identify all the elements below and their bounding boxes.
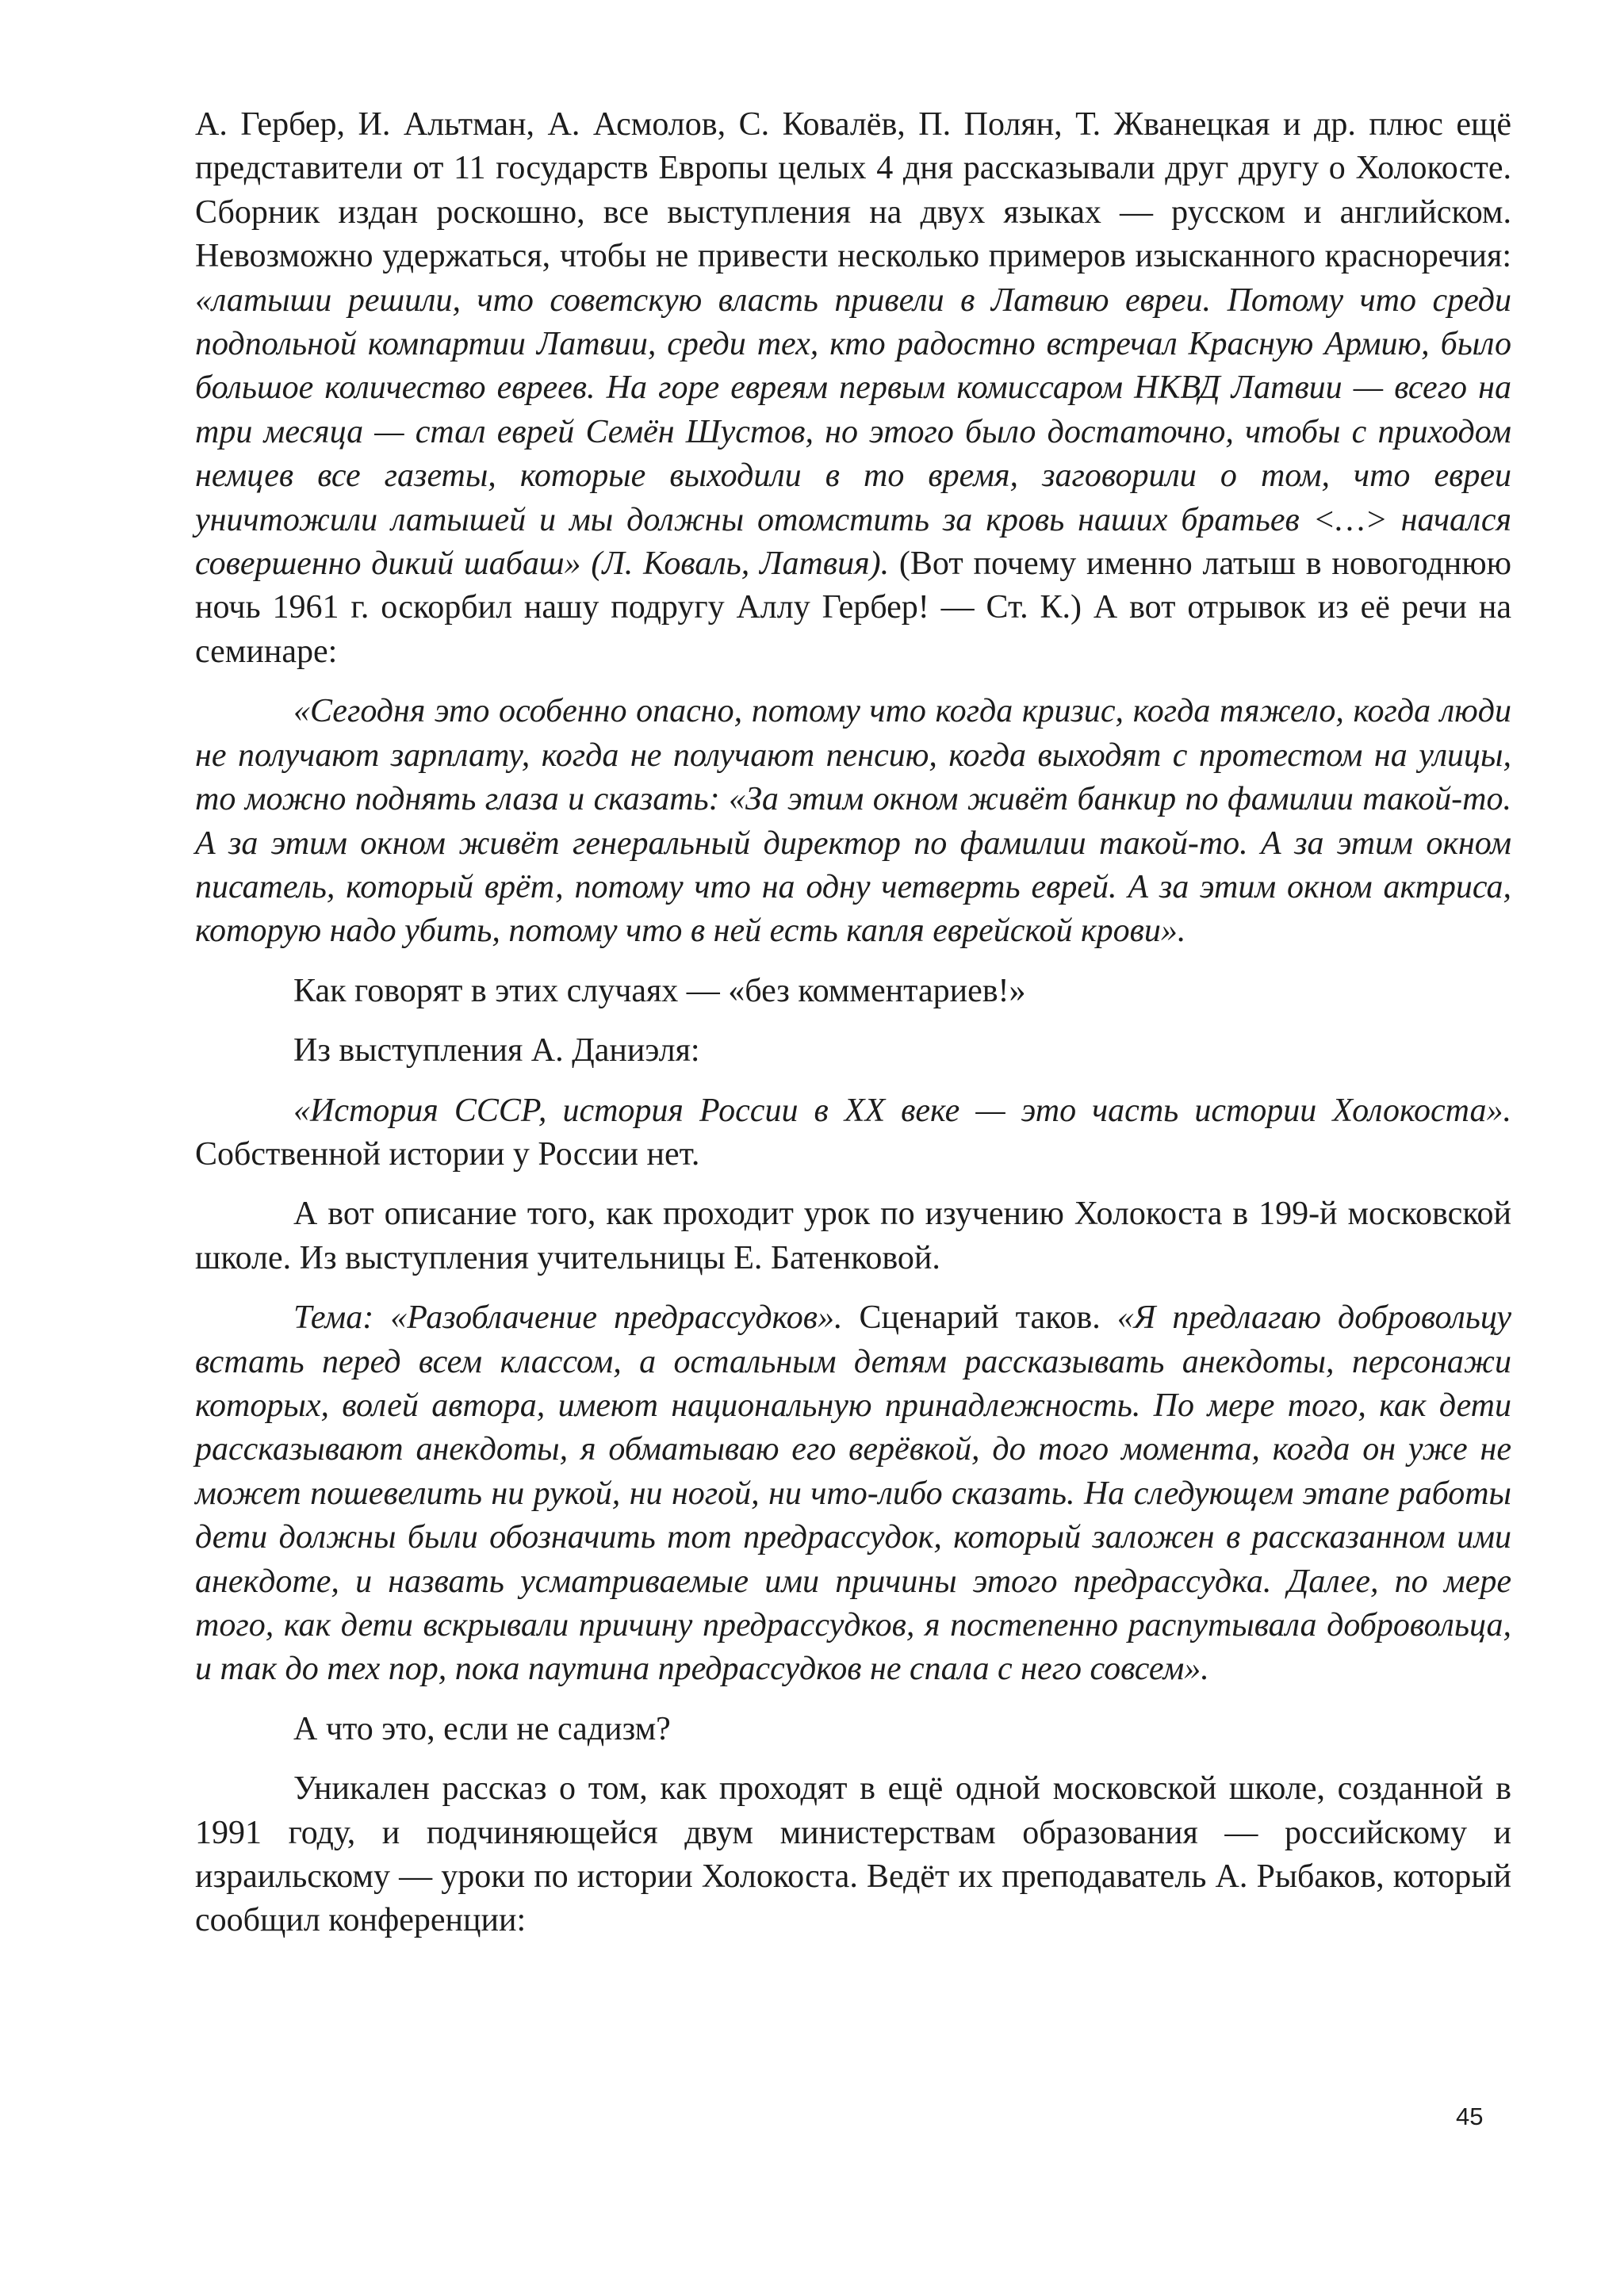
paragraph-2-quote: «Сегодня это особенно опасно, потому что когда кризис, когда тяжело, когда люди не получают зарплату, когда не получают пенсию, когда выходят с протестом на улицы, то можно поднять глаза и сказать: «За этим окном живёт банкир по фамилии такой-то. А за этим окном живёт генеральный директор по фамилии такой-то. А за этим окном писатель, который врёт, потому что на одну четверть еврей. А за этим окном актриса, которую надо убить, потому что в ней есть капля еврейской крови». — [195, 693, 1511, 950]
paragraph-5 — [195, 1089, 1511, 1177]
page-body — [195, 103, 1511, 1943]
paragraph-5-text: Собственной истории у России нет. — [195, 1135, 700, 1173]
paragraph-9: Уникален рассказ о том, как проходят в ещё одной московской школе, созданной в 1991 году, и подчиняющейся двум министерствам образования — российскому и израильскому — уроки по истории Холокоста. Ведёт их преподаватель А. Рыбаков, который сообщил конференции: — [195, 1770, 1511, 1939]
paragraph-7-text: Сценарий таков. — [842, 1299, 1117, 1337]
paragraph-7-theme: Тема: «Разоблачение предрассудков». — [293, 1299, 843, 1337]
paragraph-8: А что это, если не садизм? — [293, 1710, 671, 1747]
paragraph-6: А вот описание того, как проходит урок по изучению Холокоста в 199-й московской школе. Из выступления учительницы Е. Батенковой. — [195, 1196, 1511, 1276]
paragraph-1 — [195, 103, 1511, 674]
paragraph-5-quote: «История СССР, история России в XX веке — это часть истории Холокоста». — [293, 1092, 1511, 1129]
paragraph-1-text-a: А. Гербер, И. Альтман, А. Асмолов, С. Ковалёв, П. Полян, Т. Жванецкая и др. плюс ещё представители от 11 государств Европы целых 4 дня рассказывали друг другу о Холокосте. Сборник издан роскошно, все выступления на двух языках — русском и английском. Невозможно удержаться, чтобы не привести несколько примеров изысканного красноречия: — [195, 106, 1511, 275]
paragraph-4: Из выступления А. Даниэля: — [293, 1032, 700, 1070]
paragraph-2 — [195, 690, 1511, 953]
page-number: 45 — [1456, 2103, 1484, 2130]
paragraph-7 — [195, 1296, 1511, 1692]
paragraph-7-quote: «Я предлагаю добровольцу встать перед всем классом, а остальным детям рассказывать анекдоты, персонажи которых, волей автора, имеют национальную принадлежность. По мере того, как дети рассказывают анекдоты, я обматываю его верёвкой, до того момента, когда он уже не может пошевелить ни рукой, ни ногой, ни что-либо сказать. На следующем этапе работы дети должны были обозначить тот предрассудок, который заложен в рассказанном ими анекдоте, и назвать усматриваемые ими причины этого предрассудка. Далее, по мере того, как дети вскрывали причину предрассудков, я постепенно распутывала добровольца, и так до тех пор, пока паутина предрассудков не спала с него совсем». — [195, 1299, 1511, 1688]
paragraph-1-text-b: (Вот почему именно латыш в новогоднюю ночь 1961 г. оскорбил нашу подругу Аллу Гербер! — Ст. К.) А вот отрывок из её речи на семинаре: — [195, 545, 1511, 670]
paragraph-3: Как говорят в этих случаях — «без комментариев!» — [293, 972, 1026, 1009]
paragraph-1-quote: «латыши решили, что советскую власть привели в Латвию евреи. Потому что среди подпольной компартии Латвии, среди тех, кто радостно встречал Красную Армию, было большое количество евреев. На горе евреям первым комиссаром НКВД Латвии — всего на три месяца — стал еврей Семён Шустов, но этого было достаточно, чтобы с приходом немцев все газеты, которые выходили в то время, заговорили о том, что евреи уничтожили латышей и мы должны отомстить за кровь наших братьев <…> начался совершенно дикий шабаш» (Л. Коваль, Латвия). — [195, 281, 1511, 583]
